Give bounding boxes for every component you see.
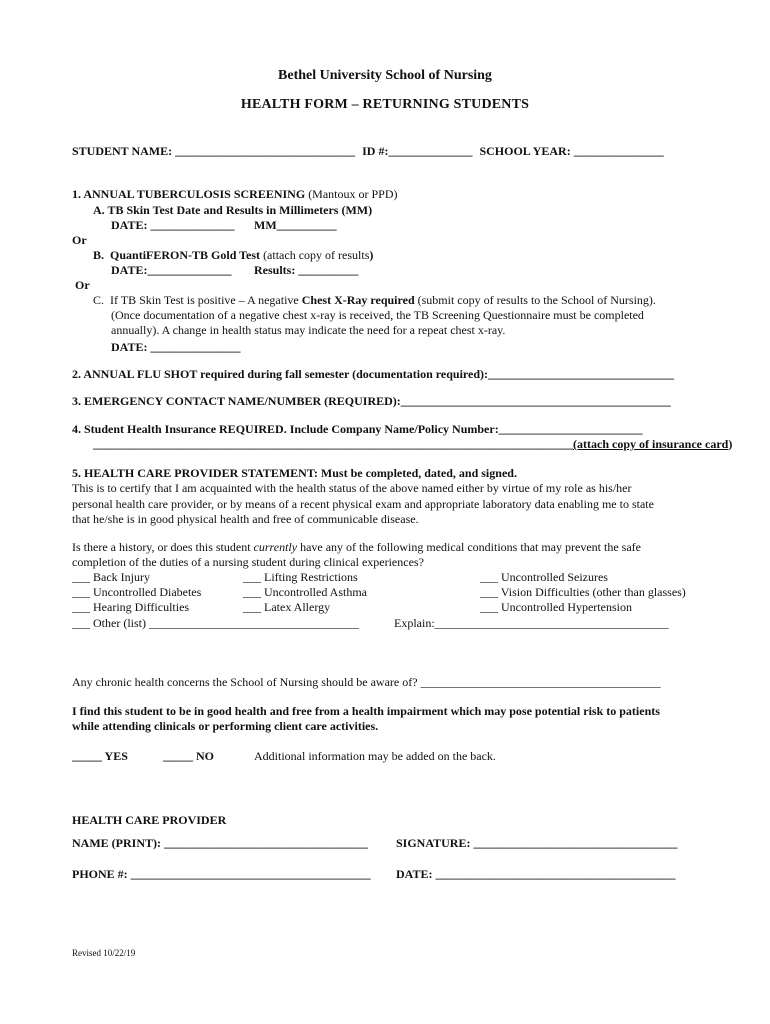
condition-vision-difficulties[interactable]: ___ Vision Difficulties (other than glasses) xyxy=(480,585,686,599)
no-option[interactable]: _____ NO xyxy=(163,749,214,763)
school-year-label: SCHOOL YEAR: xyxy=(479,144,571,158)
condition-lifting-restrictions[interactable]: ___ Lifting Restrictions xyxy=(243,570,358,584)
insurance-field[interactable]: ________________________________________________________________________________ xyxy=(93,437,573,451)
tb-option-c-line1: C. If TB Skin Test is positive – A negative Chest X-Ray required (submit copy of results to the School of Nursing). xyxy=(93,293,656,307)
form-title: HEALTH FORM – RETURNING STUDENTS xyxy=(240,97,530,112)
provider-statement-line-3: that he/she is in good physical health and free of communicable disease. xyxy=(72,512,419,526)
provider-statement-line-2: personal health care provider, or by means of a recent physical exam and appropriate laboratory data enabling me to state xyxy=(72,497,654,511)
emergency-contact-field[interactable]: 3. EMERGENCY CONTACT NAME/NUMBER (REQUIRED):_____________________________________________ xyxy=(72,394,671,408)
tb-option-c-line2: (Once documentation of a negative chest x-ray is received, the TB Screening Questionnaire must be completed xyxy=(111,308,644,322)
yes-option[interactable]: _____ YES xyxy=(72,749,128,763)
provider-statement-heading: 5. HEALTH CARE PROVIDER STATEMENT: Must be completed, dated, and signed. xyxy=(72,466,517,480)
school-year-field[interactable]: _______________ xyxy=(573,144,664,158)
school-name: Bethel University School of Nursing xyxy=(278,68,492,83)
or-label-2: Or xyxy=(75,278,90,292)
tb-option-b-results-field[interactable]: Results: __________ xyxy=(254,263,359,277)
student-name-field[interactable]: ______________________________ xyxy=(175,144,356,158)
condition-uncontrolled-seizures[interactable]: ___ Uncontrolled Seizures xyxy=(480,570,608,584)
tb-option-c-line3: annually). A change in health status may indicate the need for a repeat chest x-ray. xyxy=(111,323,506,337)
or-label-1: Or xyxy=(72,233,87,247)
additional-info-note: Additional information may be added on the back. xyxy=(254,749,496,763)
condition-uncontrolled-asthma[interactable]: ___ Uncontrolled Asthma xyxy=(243,585,367,599)
condition-latex-allergy[interactable]: ___ Latex Allergy xyxy=(243,600,331,614)
condition-hearing-difficulties[interactable]: ___ Hearing Difficulties xyxy=(72,600,190,614)
student-name-label: STUDENT NAME: xyxy=(72,144,173,158)
certification-line-2: while attending clinicals or performing client care activities. xyxy=(72,719,379,733)
provider-signature-field[interactable]: SIGNATURE: __________________________________ xyxy=(396,836,678,850)
insurance-line-2: ________________________________________________________________________________(attach copy of insurance card) xyxy=(93,437,733,451)
provider-name-field[interactable]: NAME (PRINT): __________________________________ xyxy=(72,836,368,850)
student-info-line xyxy=(72,144,664,159)
tb-option-b-title: B. QuantiFERON-TB Gold Test (attach copy of results) xyxy=(93,248,374,262)
chronic-concerns-field[interactable]: Any chronic health concerns the School of Nursing should be aware of? ________________________________________ xyxy=(72,675,661,689)
flu-shot-field[interactable]: 2. ANNUAL FLU SHOT required during fall semester (documentation required):_______________________________ xyxy=(72,367,675,381)
certification-line-1: I find this student to be in good health and free from a health impairment which may pose potential risk to patients xyxy=(72,704,660,718)
tb-option-c-date-field[interactable]: DATE: _______________ xyxy=(111,340,241,354)
tb-option-a-mm-field[interactable]: MM__________ xyxy=(254,218,337,232)
provider-heading: HEALTH CARE PROVIDER xyxy=(72,813,227,827)
provider-date-field[interactable]: DATE: ________________________________________ xyxy=(396,867,676,881)
tb-option-a-title: A. TB Skin Test Date and Results in Millimeters (MM) xyxy=(93,203,373,217)
tb-heading: 1. ANNUAL TUBERCULOSIS SCREENING (Mantoux or PPD) xyxy=(72,187,398,201)
explain-field[interactable]: Explain:_______________________________________ xyxy=(394,616,669,630)
condition-uncontrolled-diabetes[interactable]: ___ Uncontrolled Diabetes xyxy=(72,585,202,599)
provider-statement-line-1: This is to certify that I am acquainted with the health status of the above named either by virtue of my role as his/her xyxy=(72,481,632,495)
insurance-line-1[interactable]: 4. Student Health Insurance REQUIRED. Include Company Name/Policy Number:________________________ xyxy=(72,422,643,436)
condition-back-injury[interactable]: ___ Back Injury xyxy=(72,570,150,584)
conditions-intro-line-2: completion of the duties of a nursing student during clinical experiences? xyxy=(72,555,424,569)
condition-other-list[interactable]: ___ Other (list) ___________________________________ xyxy=(72,616,359,630)
revision-date: Revised 10/22/19 xyxy=(72,948,136,958)
tb-option-a-date-field[interactable]: DATE: ______________ xyxy=(111,218,235,232)
condition-uncontrolled-hypertension[interactable]: ___ Uncontrolled Hypertension xyxy=(480,600,632,614)
conditions-intro-line-1: Is there a history, or does this student currently have any of the following medical conditions that may prevent the safe xyxy=(72,540,641,554)
tb-option-b-date-field[interactable]: DATE:______________ xyxy=(111,263,232,277)
id-label: ID #: xyxy=(362,144,389,158)
id-field[interactable]: ______________ xyxy=(388,144,473,158)
provider-phone-field[interactable]: PHONE #: ________________________________________ xyxy=(72,867,371,881)
